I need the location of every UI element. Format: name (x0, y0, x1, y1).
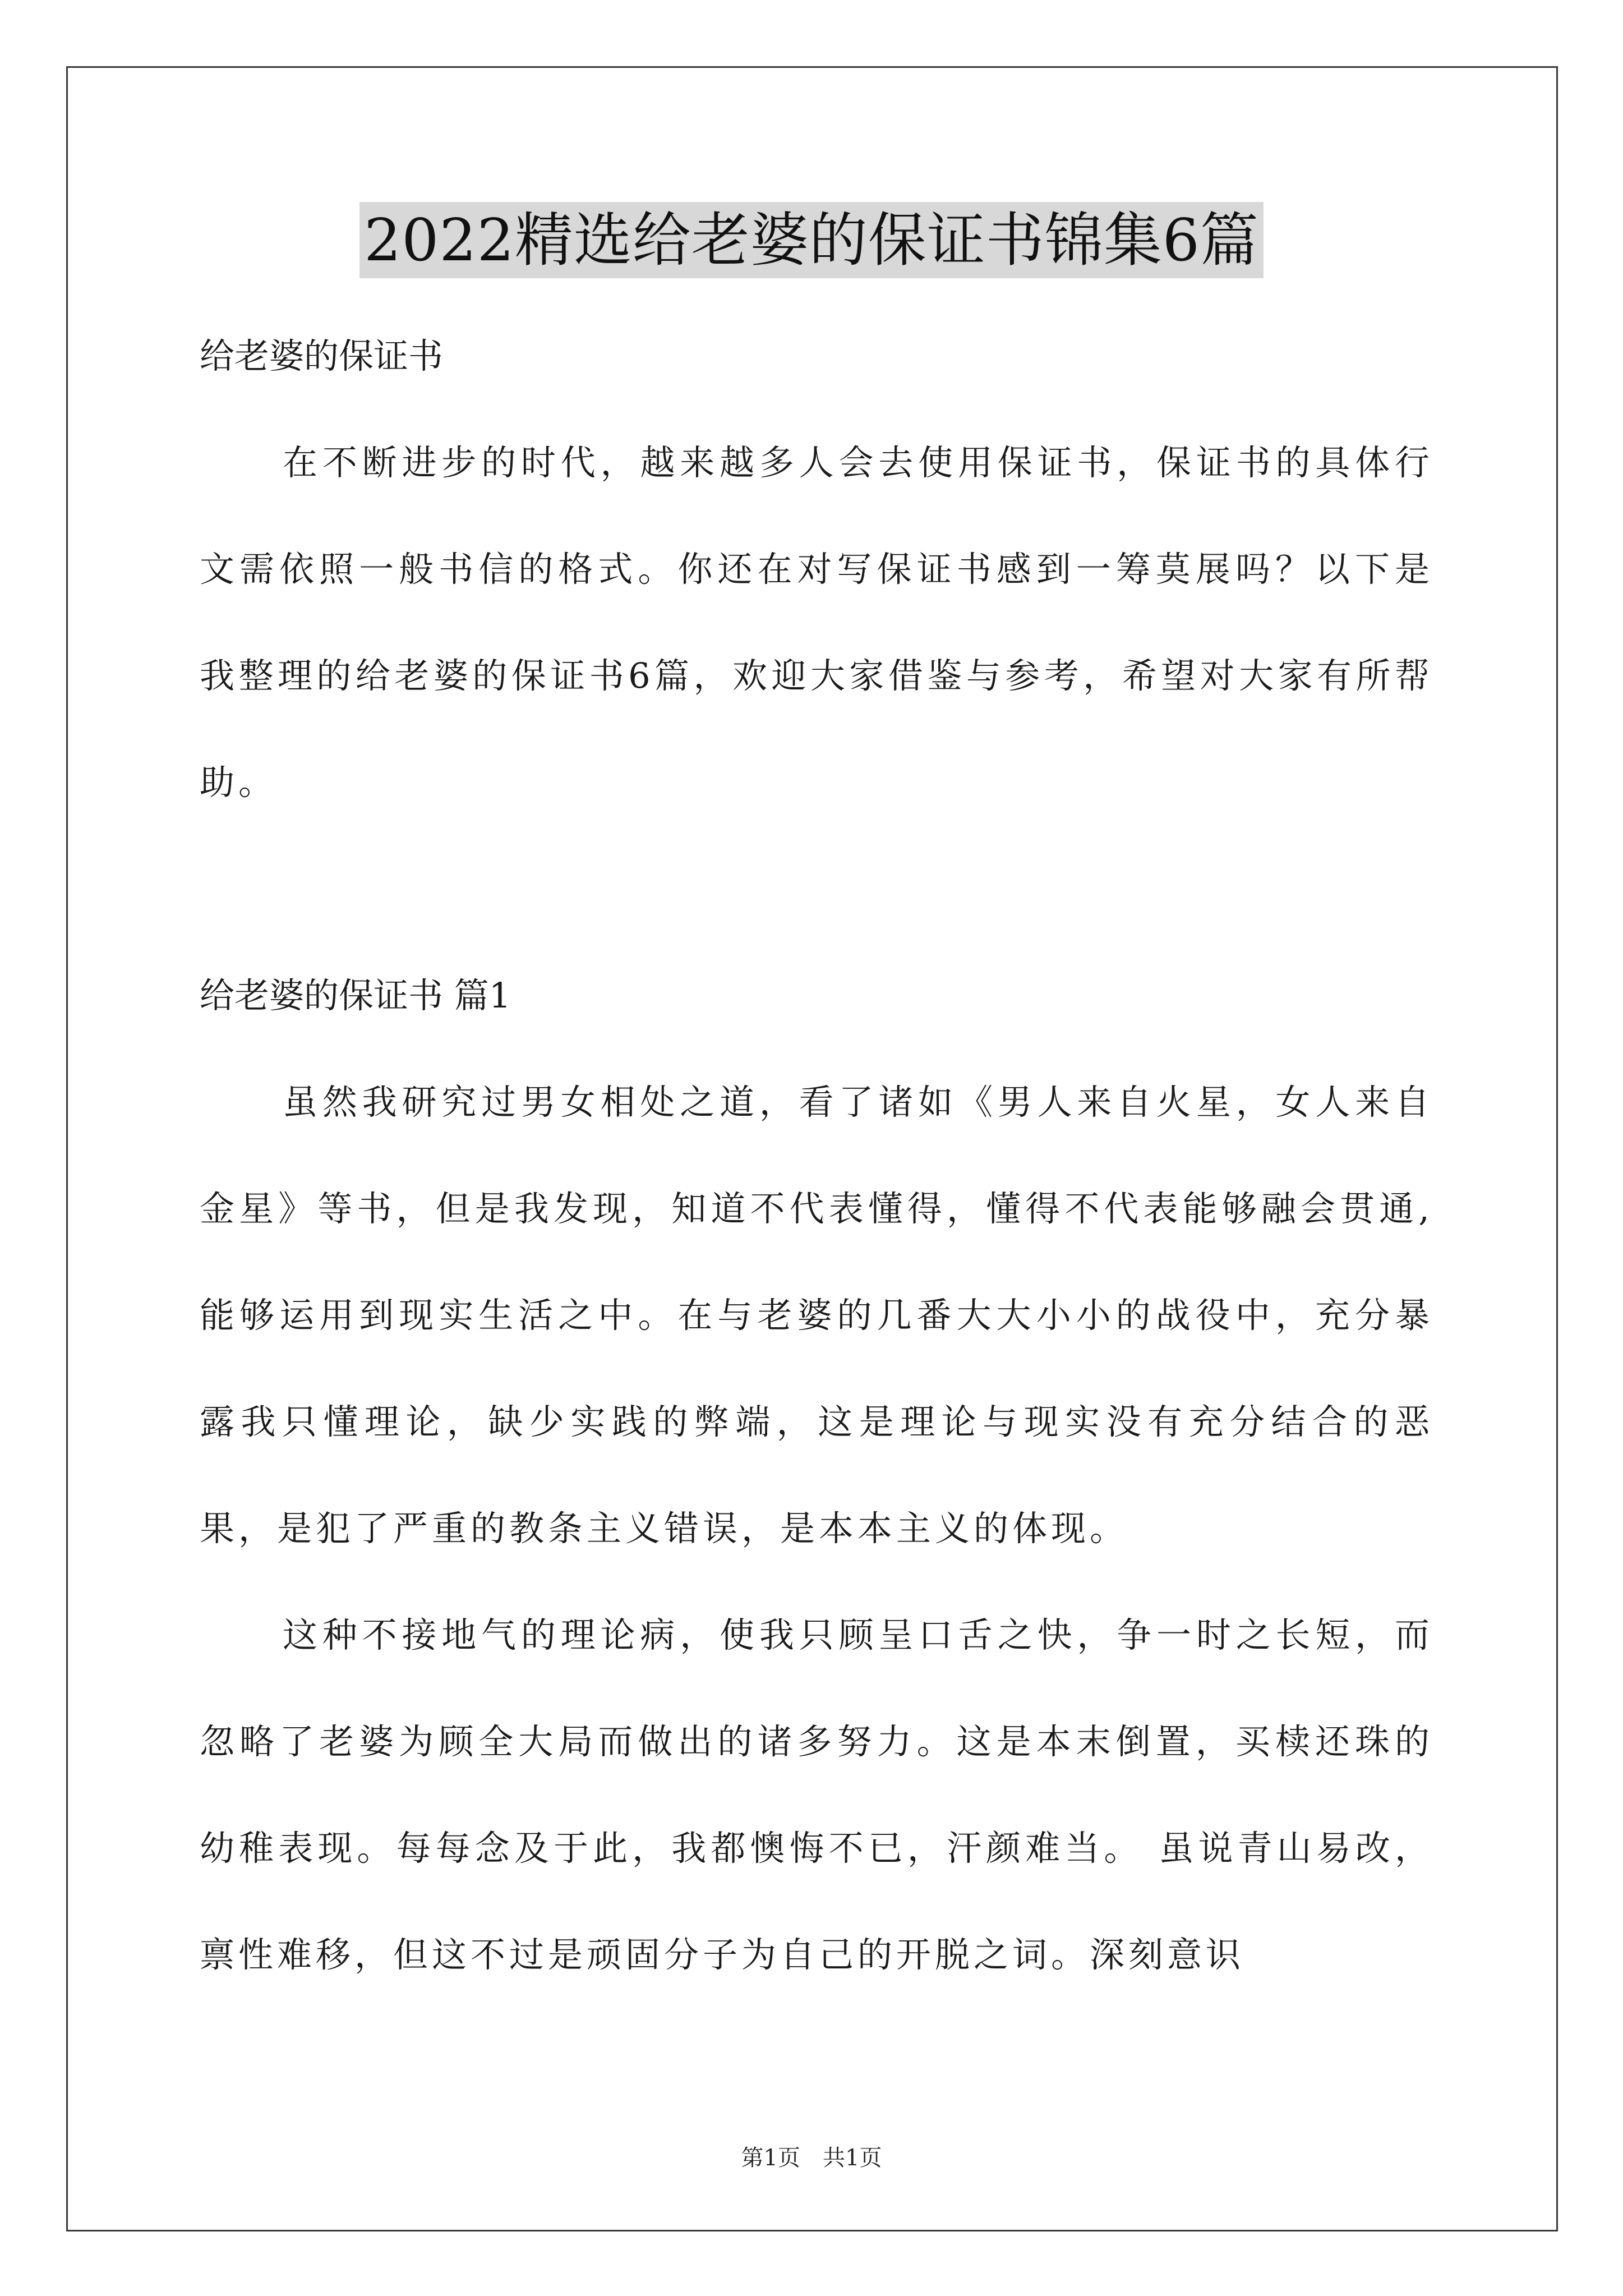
section1-paragraph-2: 这种不接地气的理论病，使我只顾呈口舌之快，争一时之长短，而忽略了老婆为顾全大局而做出的诸多努力。这是本末倒置，买椟还珠的幼稚表现。每每念及于此，我都懊悔不已，汗颜难当。 虽说青山易改，禀性难移，但这不过是顽固分子为自己的开脱之词。深刻意识 (200, 1614, 1433, 1975)
section-spacer (200, 836, 1433, 942)
document-body (200, 303, 1433, 2008)
title-container (0, 202, 1623, 278)
intro-paragraph: 在不断进步的时代，越来越多人会去使用保证书，保证书的具体行文需依照一般书信的格式。你还在对写保证书感到一筹莫展吗？以下是我整理的给老婆的保证书6篇，欢迎大家借鉴与参考，希望对大家有所帮助。 (200, 442, 1433, 803)
page-footer: 第1页 共1页 (741, 2145, 882, 2171)
section1-heading: 给老婆的保证书 篇1 (200, 975, 511, 1016)
document-title: 2022精选给老婆的保证书锦集6篇 (359, 202, 1264, 278)
section1-paragraph-1: 虽然我研究过男女相处之道，看了诸如《男人来自火星，女人来自金星》等书，但是我发现，知道不代表懂得，懂得不代表能够融会贯通,能够运用到现实生活之中。在与老婆的几番大大小小的战役中，充分暴露我只懂理论，缺少实践的弊端，这是理论与现实没有充分结合的恶果，是犯了严重的教条主义错误，是本本主义的体现。 (200, 1082, 1433, 1549)
intro-heading: 给老婆的保证书 (200, 335, 444, 376)
